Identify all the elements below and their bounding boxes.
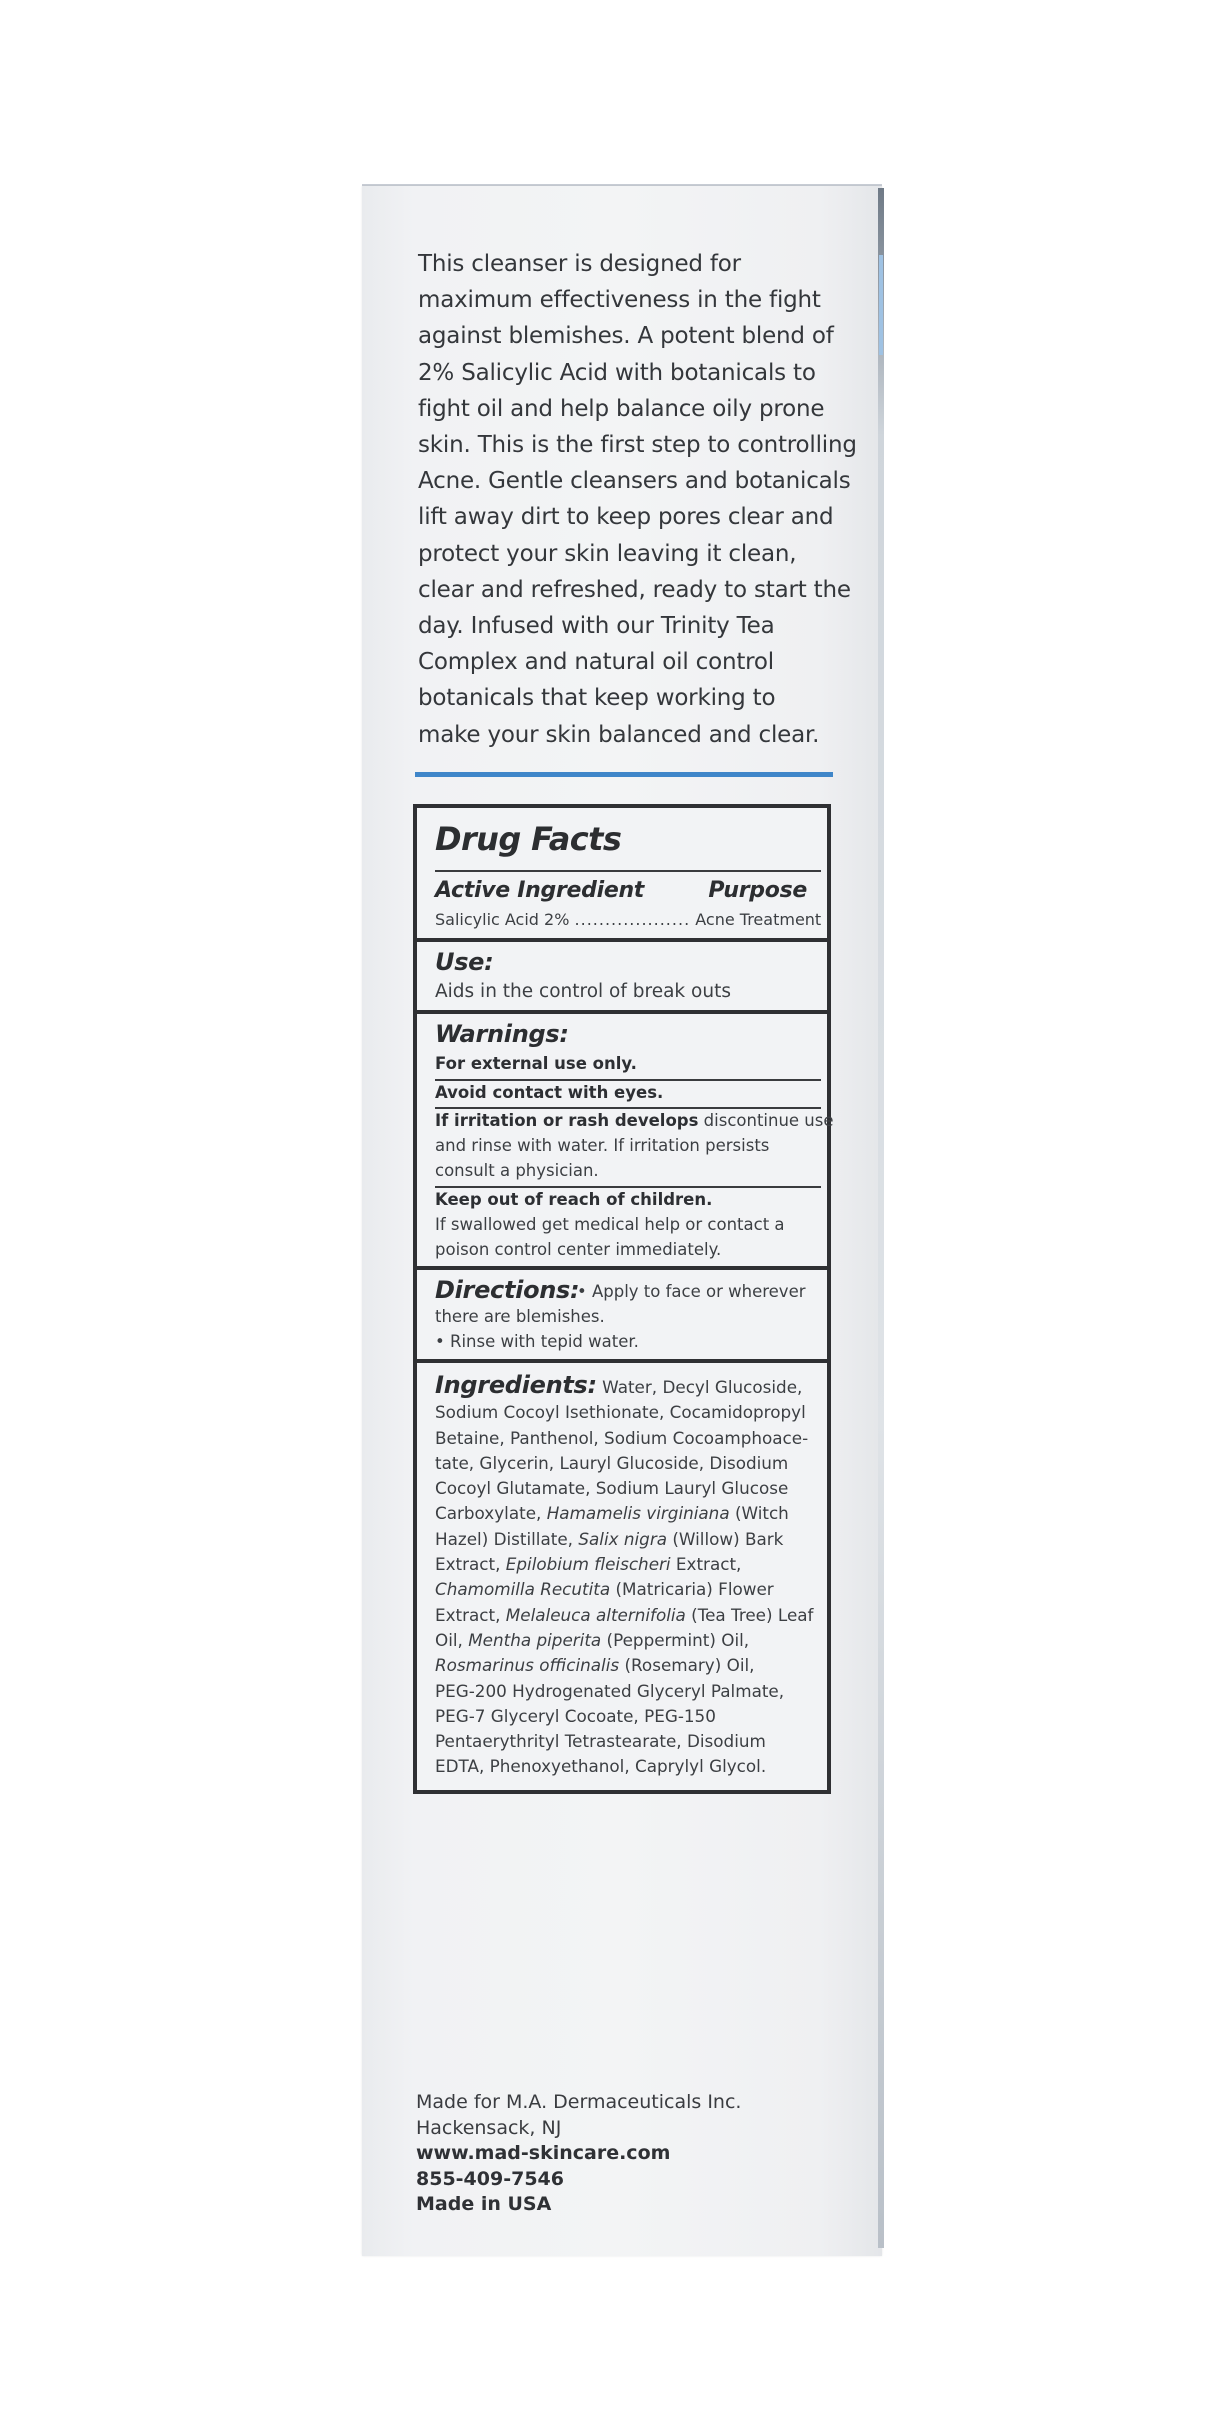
ingr-botanical: Melaleuca alternifolia [505,1604,686,1625]
description-line: skin. This is the first step to controlling [418,432,857,459]
description-line: make your skin balanced and clear. [418,721,820,748]
ingredients-line: Water, Decyl Glucoside, [596,1377,803,1397]
ingr-text: (Matricaria) Flower [610,1579,774,1600]
ingredients-line [435,1653,827,1678]
ingr-botanical: Mentha piperita [468,1629,602,1650]
ingr-botanical: Chamomilla Recutita [435,1579,611,1600]
ingredients-line [435,1501,827,1526]
warning-external [435,1054,637,1073]
ingredients-line [435,1527,827,1552]
ingredients-line [435,1628,827,1653]
ingredients-line: Sodium Cocoyl Isethionate, Cocamidopropyl [435,1402,806,1423]
ingr-text: Oil, [435,1629,469,1650]
purpose: Acne Treatment [695,910,822,929]
ingredients-line: Pentaerythrityl Tetrastearate, Disodium [435,1731,766,1752]
warning-swallow-2: poison control center immediately. [435,1240,722,1259]
use-text: Aids in the control of break outs [435,981,731,1002]
description-line: protect your skin leaving it clean, [418,540,797,567]
ingredients-line: EDTA, Phenoxyethanol, Caprylyl Glycol. [435,1756,767,1777]
ingr-text: Extract, [435,1554,506,1575]
directions-header: Directions: [435,1276,580,1304]
use-header: Use: [435,948,494,976]
ingredients-list [435,1373,827,1780]
warning-irritation-bold: If irritation or rash develops [435,1111,699,1130]
directions-line-2: there are blemishes. [435,1307,605,1326]
warning-external-text: For external use only. [435,1054,637,1073]
purpose-header: Purpose [708,878,807,903]
ingr-text: Extract, [670,1554,742,1575]
warning-children [435,1190,712,1209]
manufacturer-info [416,2090,741,2218]
active-ingredient: Salicylic Acid 2% [435,910,570,929]
warning-irritation-text: discontinue use [698,1111,834,1130]
ingr-text: Hazel) Distillate, [435,1528,579,1549]
box-edge-accent [879,255,883,355]
origin: Made in USA [416,2193,552,2215]
made-for: Made for M.A. Dermaceuticals Inc. [416,2091,742,2113]
product-description [418,246,857,753]
description-line: clear and refreshed, ready to start the [418,576,851,603]
directions-line-1: • Apply to face or wherever [577,1282,806,1301]
ingr-text: (Witch [729,1503,789,1524]
ingredients-header: Ingredients: [435,1371,597,1399]
warning-rule [435,1107,821,1109]
description-line: fight oil and help balance oily prone [418,395,825,422]
website: www.mad-skincare.com [416,2142,671,2164]
description-line: This cleanser is designed for [418,251,741,277]
ingredients-line [435,1552,827,1577]
warning-children-text: Keep out of reach of children. [435,1190,713,1209]
directions-line-3: • Rinse with tepid water. [435,1332,639,1351]
section-divider [417,1266,827,1270]
ingr-text: (Tea Tree) Leaf [685,1604,814,1625]
ingr-text: (Willow) Bark [667,1528,784,1549]
description-line: 2% Salicylic Acid with botanicals to [418,359,816,386]
description-line: day. Infused with our Trinity Tea [418,613,775,640]
ingredients-line: Cocoyl Glutamate, Sodium Lauryl Glucose [435,1478,789,1499]
ingredients-line [435,1577,827,1602]
ingr-botanical: Hamamelis virginiana [546,1503,730,1524]
ingr-text: (Peppermint) Oil, [601,1629,750,1650]
warnings-header: Warnings: [435,1020,569,1048]
description-line: against blemishes. A potent blend of [418,323,834,350]
description-line: maximum effectiveness in the fight [418,287,821,314]
description-line: lift away dirt to keep pores clear and [418,504,834,531]
ingredients-line [435,1603,827,1628]
blue-divider [415,772,833,777]
ingredients-line: Betaine, Panthenol, Sodium Cocoamphoace- [435,1427,809,1448]
ingr-botanical: Epilobium fleischeri [505,1554,671,1575]
active-ingredient-row [435,910,821,929]
ingr-text: Carboxylate, [435,1503,547,1524]
ingr-botanical: Rosmarinus officinalis [435,1655,620,1676]
description-line: Acne. Gentle cleansers and botanicals [418,468,851,495]
description-line: botanicals that keep working to [418,685,776,712]
warning-irritation-1 [435,1111,834,1130]
warning-eyes-text: Avoid contact with eyes. [435,1083,664,1102]
section-divider [417,1010,827,1014]
warning-irritation-3: consult a physician. [435,1161,599,1180]
leader-dots: ................... [574,910,691,929]
title-rule [435,870,821,872]
ingr-text: Extract, [435,1604,506,1625]
ingredients-line: PEG-200 Hydrogenated Glyceryl Palmate, [435,1680,785,1701]
phone-number: 855-409-7546 [416,2167,564,2190]
section-divider [417,1359,827,1363]
ingredients-line: PEG-7 Glyceryl Cocoate, PEG-150 [435,1705,716,1726]
ingr-text: (Rosemary) Oil, [619,1655,755,1676]
drug-facts-title: Drug Facts [435,820,622,858]
warning-irritation-2: and rinse with water. If irritation persists [435,1136,770,1155]
active-ingredient-header: Active Ingredient [435,878,645,903]
city: Hackensack, NJ [416,2116,562,2139]
section-divider [417,938,827,942]
warning-eyes [435,1083,663,1102]
warning-swallow-1: If swallowed get medical help or contact a [435,1215,785,1234]
ingredients-line: tate, Glycerin, Lauryl Glucoside, Disodium [435,1452,789,1473]
warning-rule [435,1186,821,1188]
ingr-botanical: Salix nigra [578,1528,668,1549]
warning-rule [435,1079,821,1081]
description-line: Complex and natural oil control [418,649,774,676]
box-right-edge [878,188,884,2248]
drug-facts-panel [413,804,834,1794]
